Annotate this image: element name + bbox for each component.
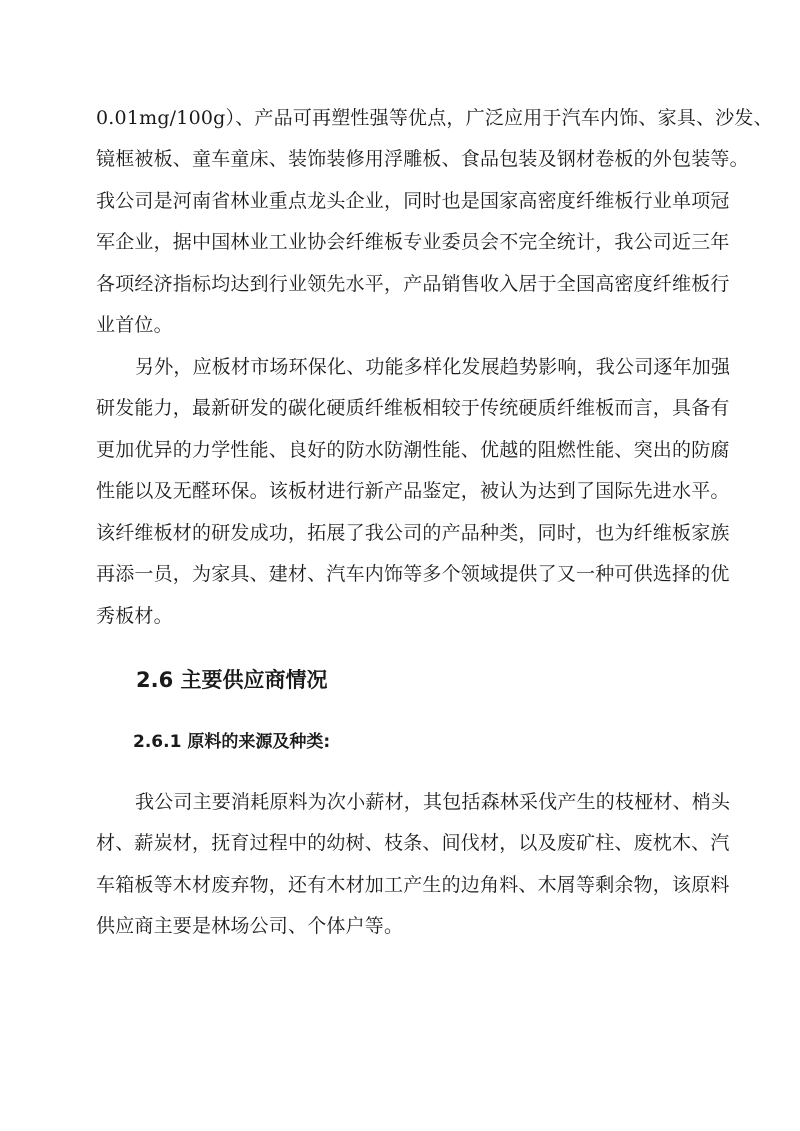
text-line: 秀板材。 xyxy=(96,605,173,627)
text-line: 性能以及无醛环保。该板材进行新产品鉴定，被认为达到了国际先进水平。 xyxy=(96,480,730,502)
text-line: 该纤维板材的研发成功，拓展了我公司的产品种类，同时，也为纤维板家族 xyxy=(96,522,730,544)
text-line: 0.01mg/100g）、产品可再塑性强等优点，广泛应用于汽车内饰、家具、沙发、 xyxy=(96,107,773,129)
section-heading-2-6: 2.6 主要供应商情况 xyxy=(136,668,328,692)
text-line: 车箱板等木材废弃物，还有木材加工产生的边角料、木屑等剩余物，该原料 xyxy=(96,874,730,896)
text-line: 供应商主要是林场公司、个体户等。 xyxy=(96,915,404,937)
text-line: 军企业，据中国林业工业协会纤维板专业委员会不完全统计，我公司近三年 xyxy=(96,231,730,253)
text-line: 另外，应板材市场环保化、功能多样化发展趋势影响，我公司逐年加强 xyxy=(135,356,731,378)
text-line: 各项经济指标均达到行业领先水平，产品销售收入居于全国高密度纤维板行 xyxy=(96,273,730,295)
text-line: 我公司是河南省林业重点龙头企业，同时也是国家高密度纤维板行业单项冠 xyxy=(96,190,730,212)
section-heading-2-6-1: 2.6.1 原料的来源及种类: xyxy=(133,732,331,752)
text-line: 镜框被板、童车童床、装饰装修用浮雕板、食品包装及钢材卷板的外包装等。 xyxy=(96,148,749,170)
text-line: 我公司主要消耗原料为次小薪材，其包括森林采伐产生的枝桠材、梢头 xyxy=(135,791,731,813)
text-line: 再添一员，为家具、建材、汽车内饰等多个领域提供了又一种可供选择的优 xyxy=(96,563,730,585)
text-line: 业首位。 xyxy=(96,314,173,336)
text-line: 更加优异的力学性能、良好的防水防潮性能、优越的阻燃性能、突出的防腐 xyxy=(96,439,730,461)
text-line: 研发能力，最新研发的碳化硬质纤维板相较于传统硬质纤维板而言，具备有 xyxy=(96,397,730,419)
text-line: 材、薪炭材，抚育过程中的幼树、枝条、间伐材，以及废矿柱、废枕木、汽 xyxy=(96,832,730,854)
